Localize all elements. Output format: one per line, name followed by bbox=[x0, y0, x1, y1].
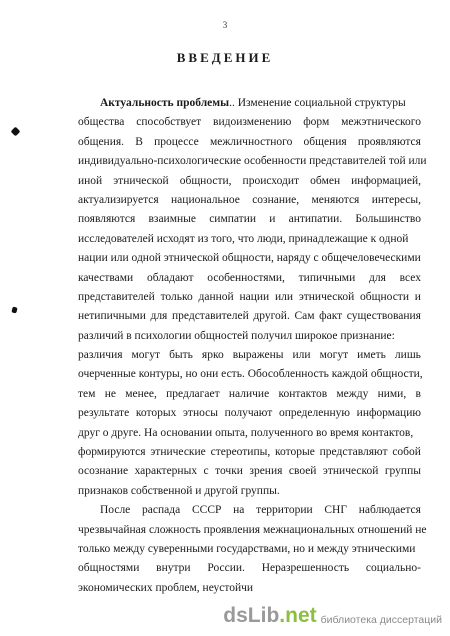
word: процессе bbox=[154, 135, 199, 148]
word: могут bbox=[319, 349, 349, 362]
word: межличностного bbox=[209, 135, 293, 148]
word: ними, bbox=[377, 387, 407, 400]
word: различия bbox=[78, 349, 123, 362]
lead-heading: Актуальность проблемы bbox=[100, 97, 230, 109]
text-line bbox=[78, 133, 421, 152]
word: всех bbox=[399, 271, 421, 284]
word: сознание, bbox=[252, 193, 300, 206]
word: обмен bbox=[310, 174, 341, 187]
word: или bbox=[292, 349, 311, 362]
word: характерных bbox=[134, 465, 198, 478]
watermark-logo-main: dsLib bbox=[223, 604, 280, 627]
text-line bbox=[78, 385, 421, 404]
word: иной bbox=[78, 174, 103, 187]
word: обладают bbox=[146, 271, 194, 284]
word: осознание bbox=[78, 465, 129, 478]
text-line bbox=[78, 365, 421, 384]
word: выражены bbox=[232, 349, 284, 362]
word: этнической bbox=[298, 290, 355, 303]
text-line bbox=[78, 249, 421, 268]
text-line bbox=[78, 288, 421, 307]
word: национальное bbox=[171, 193, 240, 206]
text-line bbox=[78, 327, 421, 346]
word: только между суверенными государствами, но и между этническими bbox=[78, 542, 416, 555]
word: появляются bbox=[78, 213, 136, 226]
word: межэтнического bbox=[341, 116, 421, 129]
word: общности bbox=[360, 290, 409, 303]
scan-artifact-mark bbox=[11, 127, 21, 137]
word: и bbox=[414, 290, 421, 303]
word: актуализируется bbox=[78, 193, 159, 206]
text-line bbox=[78, 269, 421, 288]
text-line bbox=[78, 540, 421, 559]
word: формируются bbox=[78, 446, 146, 459]
word: социально- bbox=[365, 562, 421, 575]
word: менее, bbox=[125, 387, 157, 400]
word: общения bbox=[303, 135, 347, 148]
word: определенную bbox=[278, 407, 350, 420]
word: индивидуально-психологические особенности представителей той или bbox=[78, 155, 427, 168]
word: симпатии bbox=[209, 213, 257, 226]
word: чрезвычайная сложность проявления межнациональных отношений не bbox=[78, 523, 427, 536]
word: способствует bbox=[136, 116, 202, 129]
word: данной bbox=[198, 290, 234, 303]
word: могут bbox=[131, 349, 161, 362]
text-line bbox=[78, 346, 421, 365]
word: которые bbox=[275, 446, 315, 459]
word: или bbox=[274, 290, 294, 303]
word: другой. bbox=[253, 310, 290, 323]
word: меняются bbox=[311, 193, 360, 206]
word: информацию bbox=[356, 407, 421, 420]
text-line-content: признаков собственной и другой группы. bbox=[78, 484, 280, 497]
watermark-logo bbox=[223, 604, 316, 628]
text-line bbox=[78, 210, 421, 229]
text-line bbox=[78, 424, 421, 443]
word: России. bbox=[207, 562, 245, 575]
word: СНГ bbox=[324, 504, 348, 517]
word: общностями bbox=[78, 562, 140, 575]
word: не bbox=[104, 387, 116, 400]
word: территории bbox=[256, 504, 313, 517]
text-line bbox=[78, 559, 421, 578]
word: контактов bbox=[278, 387, 328, 400]
text-line bbox=[78, 113, 421, 132]
word: для bbox=[369, 271, 386, 284]
word: Сам bbox=[294, 310, 315, 323]
word: которых bbox=[135, 407, 177, 420]
word: между bbox=[336, 387, 369, 400]
word: типичными bbox=[298, 271, 356, 284]
word: лишь bbox=[394, 349, 421, 362]
word: иметь bbox=[357, 349, 386, 362]
word: нации или одной этнической общности, наряду с общечеловеческими bbox=[78, 252, 421, 265]
word: в bbox=[415, 387, 421, 400]
site-watermark bbox=[223, 602, 442, 630]
text-line bbox=[78, 307, 421, 326]
word: СССР bbox=[191, 504, 222, 517]
watermark-subtitle: библиотека диссертаций bbox=[320, 614, 442, 626]
word: и bbox=[269, 213, 276, 226]
paragraph-1 bbox=[78, 113, 427, 481]
document-body bbox=[78, 94, 427, 598]
word: После bbox=[100, 504, 131, 517]
word: собой bbox=[392, 446, 421, 459]
page-number: 3 bbox=[222, 20, 228, 30]
scan-artifact-mark bbox=[11, 306, 17, 313]
word: нации bbox=[239, 290, 270, 303]
paragraph-lead-line bbox=[78, 94, 421, 113]
watermark-logo-accent: .net bbox=[279, 604, 317, 627]
section-title: ВВЕДЕНИЕ bbox=[176, 50, 274, 65]
word: группы bbox=[384, 465, 421, 478]
word: этносы bbox=[183, 407, 218, 420]
word: нетипичными bbox=[78, 310, 146, 323]
text-line bbox=[78, 462, 421, 481]
word: этнические bbox=[150, 446, 206, 459]
word: происходит bbox=[242, 174, 300, 187]
word: факт bbox=[319, 310, 343, 323]
word: ярко bbox=[201, 349, 224, 362]
word: зрения bbox=[249, 465, 283, 478]
text-line bbox=[78, 230, 421, 249]
word: представляют bbox=[319, 446, 388, 459]
word: особенностями, bbox=[207, 271, 285, 284]
word: быть bbox=[169, 349, 193, 362]
word: стереотипы, bbox=[210, 446, 271, 459]
word: на bbox=[233, 504, 245, 517]
word: наличие bbox=[228, 387, 270, 400]
word: очерченные контуры, но они есть. Обособленность каждой общности, bbox=[78, 368, 423, 381]
word: предлагает bbox=[166, 387, 220, 400]
word: для bbox=[150, 310, 168, 323]
word: взаимные bbox=[148, 213, 196, 226]
word: информацией, bbox=[351, 174, 421, 187]
text-line bbox=[78, 404, 421, 423]
text-line bbox=[78, 579, 421, 598]
word: существования bbox=[346, 310, 421, 323]
word: только bbox=[160, 290, 193, 303]
word: общения. bbox=[78, 135, 125, 148]
word: общности, bbox=[179, 174, 232, 187]
word: форм bbox=[303, 116, 330, 129]
word: представителей bbox=[171, 310, 249, 323]
word: распада bbox=[142, 504, 181, 517]
word: исследователей исходят из того, что люди, принадлежащие к одной bbox=[78, 232, 409, 245]
text-line bbox=[78, 482, 421, 501]
word: проявляются bbox=[357, 135, 421, 148]
text-line bbox=[78, 152, 427, 171]
word: результате bbox=[78, 407, 130, 420]
word: друг о друге. На основании опыта, полученного во время контактов, bbox=[78, 426, 414, 439]
word: получают bbox=[224, 407, 273, 420]
word: видоизменению bbox=[213, 116, 292, 129]
word: В bbox=[135, 135, 143, 148]
text-line bbox=[78, 501, 421, 520]
word: общества bbox=[78, 116, 125, 129]
text-line bbox=[78, 521, 427, 540]
word: Большинство bbox=[355, 213, 421, 226]
lead-text: .. Изменение социальной структуры bbox=[229, 97, 406, 109]
word: с bbox=[203, 465, 209, 478]
text-line bbox=[78, 191, 421, 210]
word: антипатии. bbox=[288, 213, 343, 226]
word: различий в психологии общностей получил широкое признание: bbox=[78, 329, 395, 342]
word: представителей bbox=[78, 290, 155, 303]
word: точки bbox=[215, 465, 243, 478]
paragraph-2-lead bbox=[78, 501, 421, 520]
word: этнической bbox=[113, 174, 169, 187]
word: внутри bbox=[156, 562, 191, 575]
word: Неразрешенность bbox=[261, 562, 350, 575]
word: качествами bbox=[78, 271, 134, 284]
word: тем bbox=[78, 387, 96, 400]
text-line-content: экономических проблем, неустойчи bbox=[78, 581, 254, 594]
paragraph-2 bbox=[78, 521, 427, 579]
word: своей bbox=[288, 465, 317, 478]
text-line bbox=[78, 172, 421, 191]
text-line bbox=[78, 443, 421, 462]
word: интересы, bbox=[371, 193, 421, 206]
word: этнической bbox=[322, 465, 379, 478]
word: наблюдается bbox=[358, 504, 421, 517]
